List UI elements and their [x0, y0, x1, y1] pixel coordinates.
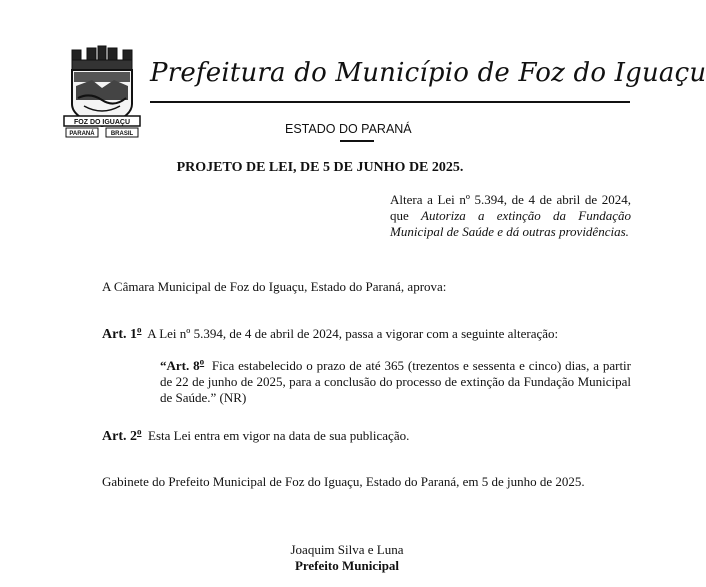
- article-1-label: Art. 1: [102, 327, 137, 342]
- crest-right-label: BRASIL: [110, 131, 134, 137]
- preamble: A Câmara Municipal de Foz do Iguaçu, Estado do Paraná, aprova:: [102, 279, 447, 294]
- law-summary-italic: Autoriza a extinção da Fundação Municipal de Saúde e dá outras providências.: [390, 208, 631, 239]
- quoted-article-8: [160, 358, 631, 406]
- article-1-text: A Lei nº 5.394, de 4 de abril de 2024, passa a vigorar com a seguinte alteração:: [147, 326, 559, 341]
- crest-banner-text: FOZ DO IGUAÇU: [74, 119, 130, 126]
- header-divider: [150, 101, 630, 103]
- header-title: Prefeitura do Município de Foz do Iguaçu: [150, 58, 706, 88]
- quoted-article-ordinal: o: [199, 356, 205, 367]
- law-summary: [390, 192, 631, 240]
- crest-left-label: PARANÁ: [69, 131, 95, 137]
- state-underline: [340, 140, 374, 142]
- quoted-article-label: “Art. 8: [160, 358, 200, 373]
- state-label: ESTADO DO PARANÁ: [285, 122, 412, 136]
- quoted-article-text: Fica estabelecido o prazo de até 365 (trezentos e sessenta e cinco) dias, a partir de 22 de junho de 2025, para a conclusão do processo de extinção da Fundação Municipal de Saúde.” (NR): [160, 358, 632, 405]
- article-2-text: Esta Lei entra em vigor na data de sua publicação.: [148, 428, 410, 443]
- signatory-role: Prefeito Municipal: [294, 558, 400, 573]
- article-2-ordinal: o: [137, 426, 142, 437]
- document-title: PROJETO DE LEI, DE 5 DE JUNHO DE 2025.: [176, 160, 464, 175]
- signatory-name: Joaquim Silva e Luna: [290, 542, 404, 557]
- article-2-label: Art. 2: [102, 429, 137, 444]
- law-summary-text: Altera a Lei nº 5.394, de 4 de abril de 2024, que: [390, 192, 631, 223]
- municipal-crest-emblem: [62, 46, 142, 142]
- article-1: [102, 326, 558, 343]
- article-2: [102, 428, 409, 445]
- article-1-ordinal: o: [137, 324, 142, 335]
- closing-statement: Gabinete do Prefeito Municipal de Foz do Iguaçu, Estado do Paraná, em 5 de junho de 2025.: [102, 474, 585, 489]
